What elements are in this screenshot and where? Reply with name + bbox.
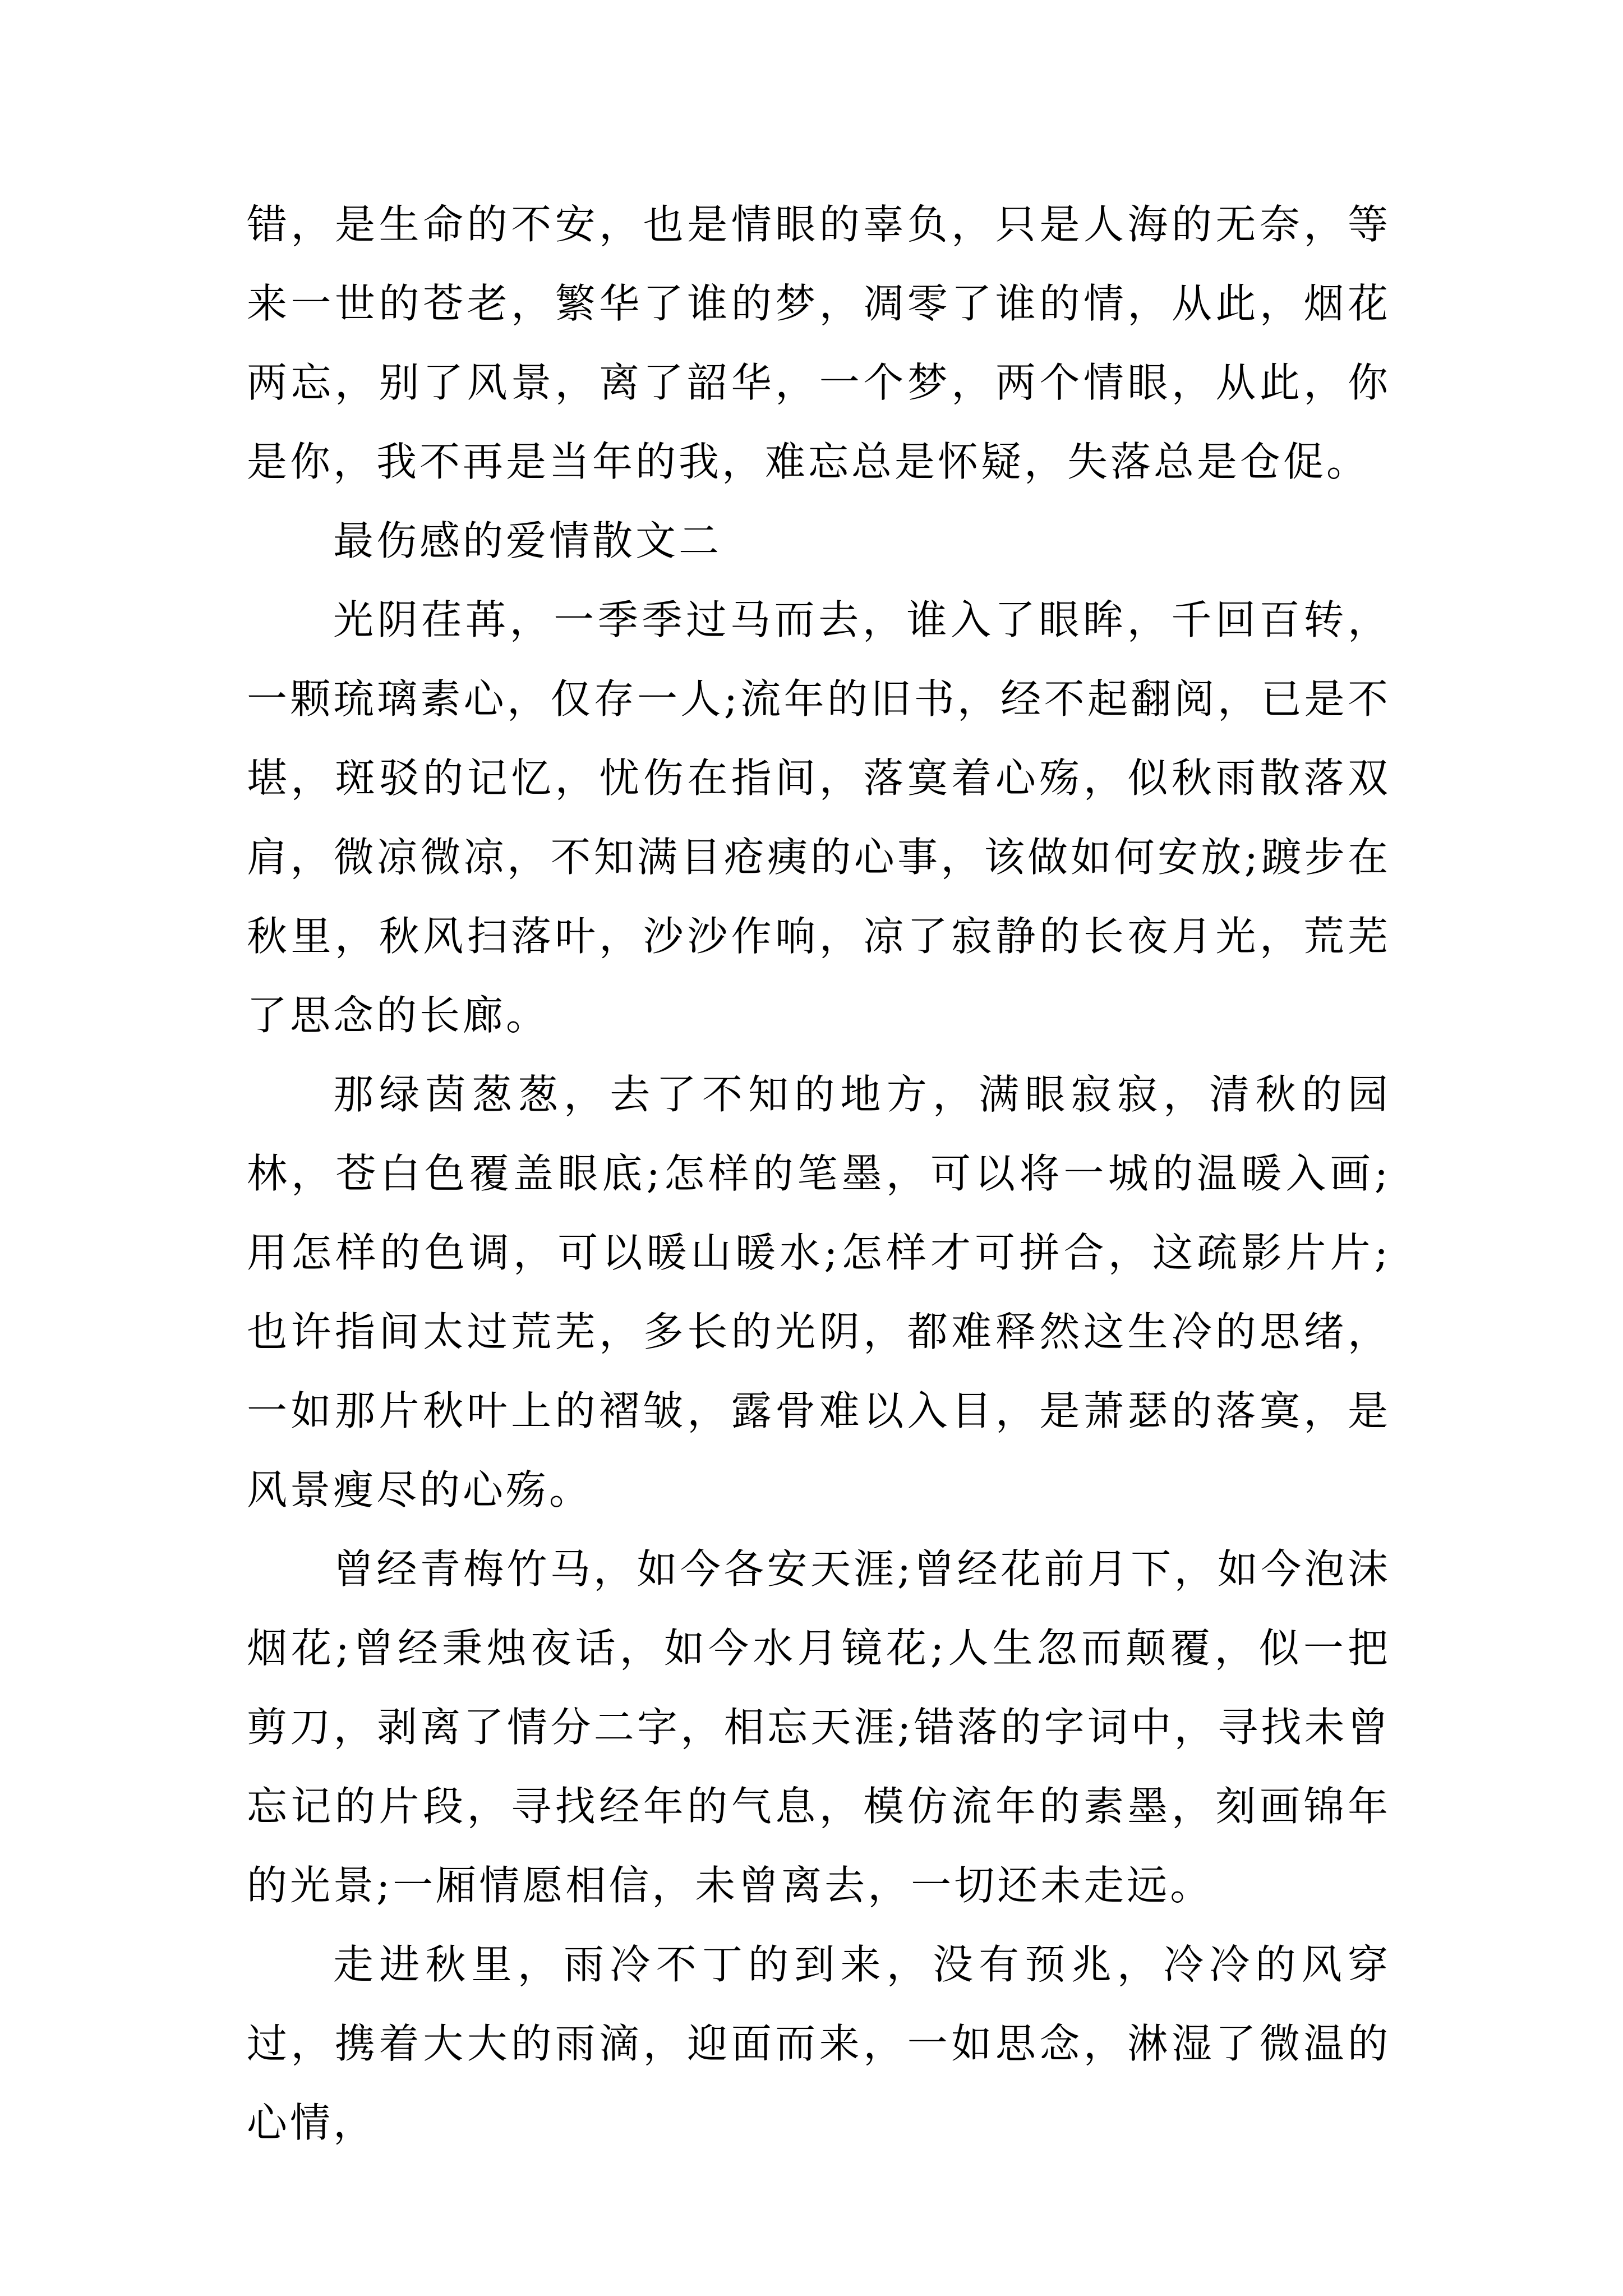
body-text [247,185,1391,2162]
paragraph-2: 那绿茵葱葱，去了不知的地方，满眼寂寂，清秋的园林，苍白色覆盖眼底;怎样的笔墨，可以将一城的温暖入画;用怎样的色调，可以暖山暖水;怎样才可拼合，这疏影片片;也许指间太过荒芜，多长的光阴，都难释然这生冷的思绪，一如那片秋叶上的褶皱，露骨难以入目，是萧瑟的落寞，是风景瘦尽的心殇。 [247,1071,1391,1513]
paragraph-4: 走进秋里，雨冷不丁的到来，没有预兆，冷冷的风穿过，携着大大的雨滴，迎面而来，一如思念，淋湿了微温的心情， [247,1941,1391,2146]
section-heading: 最伤感的爱情散文二 [333,517,722,564]
paragraph-3: 曾经青梅竹马，如今各安天涯;曾经花前月下，如今泡沫烟花;曾经秉烛夜话，如今水月镜花;人生忽而颠覆，似一把剪刀，剥离了情分二字，相忘天涯;错落的字词中，寻找未曾忘记的片段，寻找经年的气息，模仿流年的素墨，刻画锦年的光景;一厢情愿相信，未曾离去，一切还未走远。 [247,1545,1391,1909]
paragraph-continuation: 错，是生命的不安，也是情眼的辜负，只是人海的无奈，等来一世的苍老，繁华了谁的梦，凋零了谁的情，从此，烟花两忘，别了风景，离了韶华，一个梦，两个情眼，从此，你是你，我不再是当年的我，难忘总是怀疑，失落总是仓促。 [247,201,1391,485]
paragraph-1: 光阴荏苒，一季季过马而去，谁入了眼眸，千回百转，一颗琉璃素心，仅存一人;流年的旧书，经不起翻阅，已是不堪，斑驳的记忆，忧伤在指间，落寞着心殇，似秋雨散落双肩，微凉微凉，不知满目疮痍的心事，该做如何安放;踱步在秋里，秋风扫落叶，沙沙作响，凉了寂静的长夜月光，荒芜了思念的长廊。 [247,596,1391,1039]
